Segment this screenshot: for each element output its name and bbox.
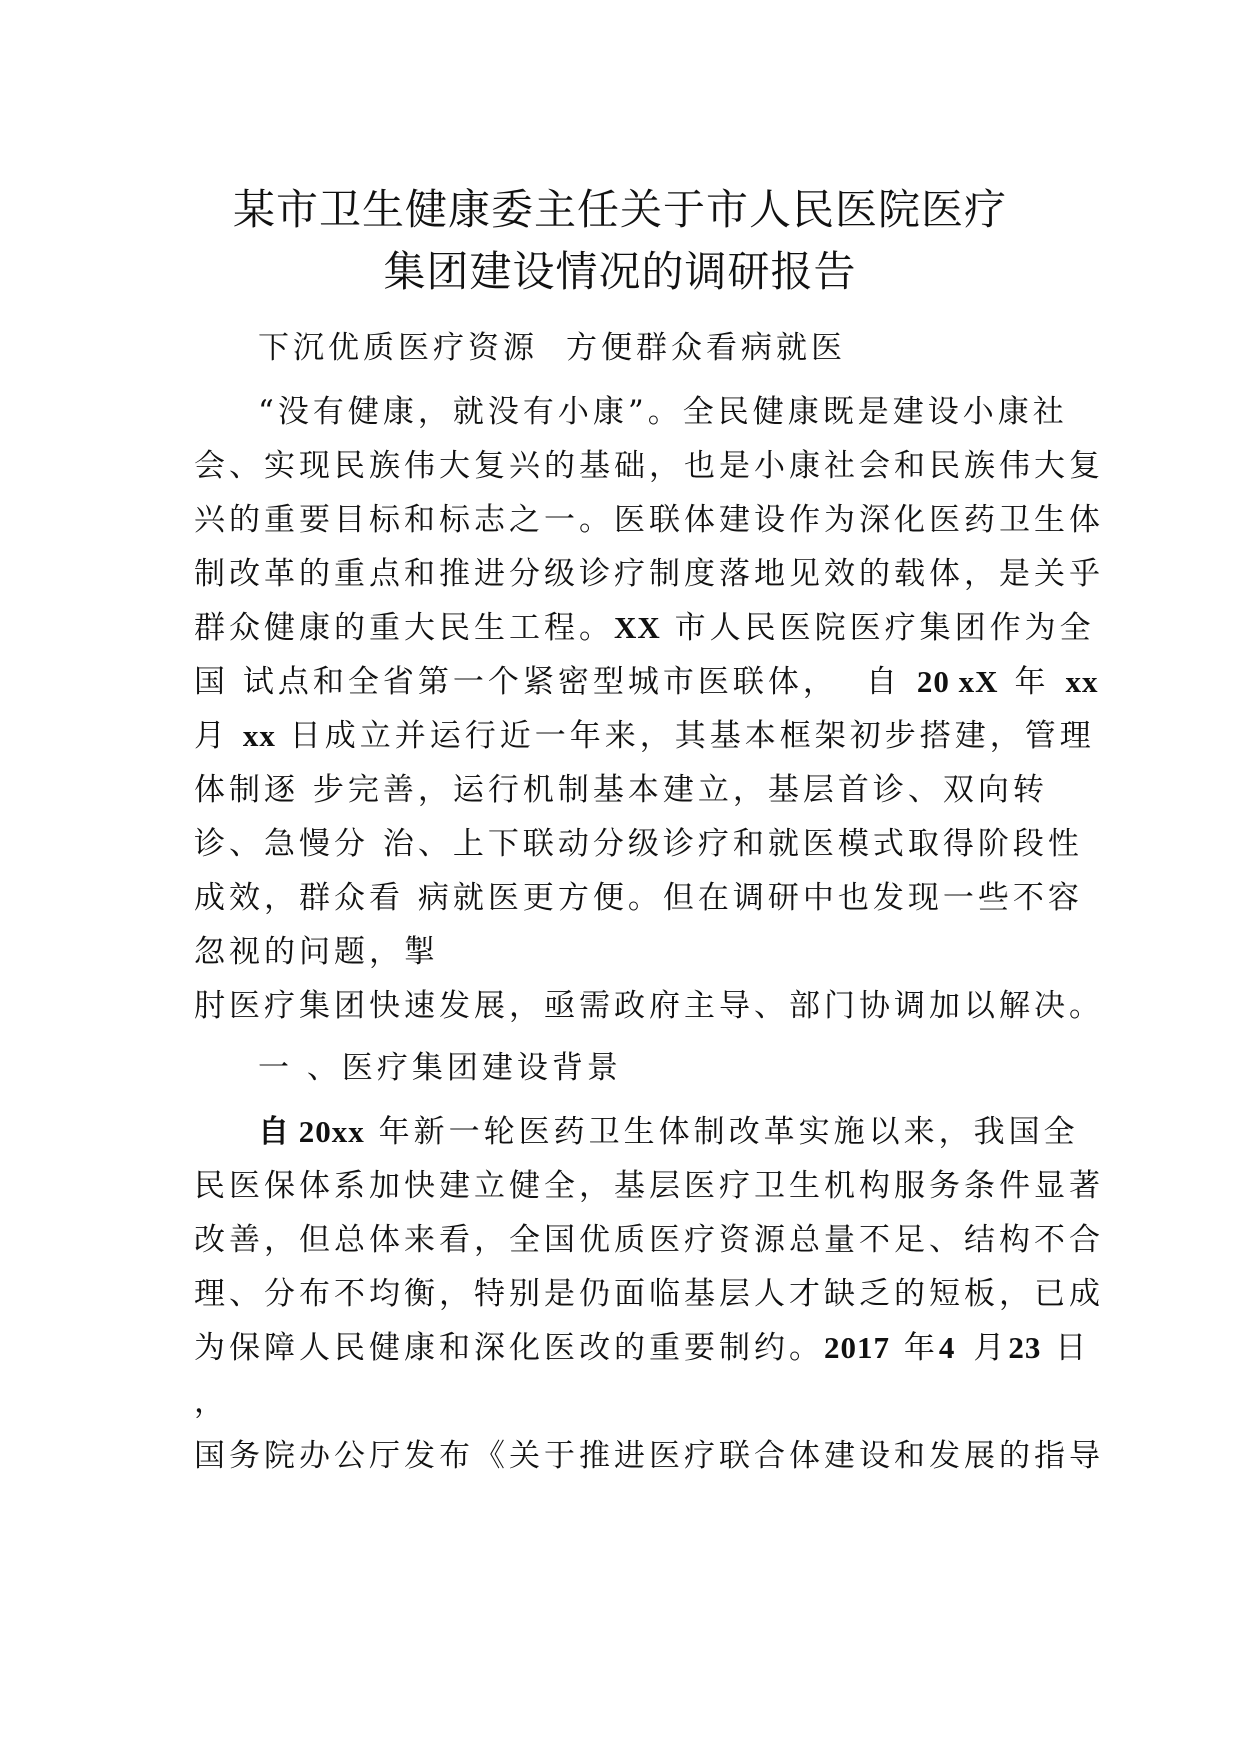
paragraph-2-line: 民医保体系加快建立健全，基层医疗卫生机构服务条件显著 — [194, 1168, 1104, 1204]
text-run: 日 — [1041, 1330, 1091, 1366]
paragraph-1-line: 制改革的重点和推进分级诊疗制度落地见效的载体，是关乎 — [194, 556, 1104, 592]
paragraph-2-line: 理、分布不均衡，特别是仍面临基层人才缺乏的短板，已成 — [194, 1276, 1104, 1312]
paragraph-2-line — [258, 1112, 1079, 1152]
text-run: 年新一轮医药卫生体制改革实施以来，我国全 — [364, 1114, 1079, 1150]
paragraph-1-line: 兴的重要目标和标志之一。医联体建设作为深化医药卫生体 — [194, 502, 1104, 538]
text-run: 群众健康的重大民生工程。 — [194, 610, 614, 646]
text-run: 自 — [865, 664, 901, 700]
paragraph-2-line: ， — [194, 1384, 229, 1420]
section-heading: 一 、医疗集团建设背景 — [258, 1050, 622, 1086]
text-run-bold: 2017 — [824, 1330, 890, 1365]
paragraph-1-line: 诊、急慢分 治、上下联动分级诊疗和就医模式取得阶段性 — [194, 826, 1083, 862]
text-run: 日成立并运行近一年来，其基本框架初步搭建，管理 — [275, 718, 1095, 754]
paragraph-2-line: 国务院办公厅发布《关于推进医疗联合体建设和发展的指导 — [194, 1438, 1104, 1474]
text-run-bold: xx — [1065, 664, 1099, 699]
paragraph-1-line: 体制逐 步完善，运行机制基本建立，基层首诊、双向转 — [194, 772, 1048, 808]
text-run: 年 — [890, 1330, 939, 1366]
paragraph-1-line: 忽视的问题，掣 — [194, 934, 439, 970]
text-run-bold: xx — [242, 718, 276, 753]
text-run: 年 — [1014, 664, 1050, 700]
text-run: 国 试点和全省第一个紧密型城市医联体， — [194, 664, 838, 700]
paragraph-1-line — [194, 662, 1099, 702]
document-title-line-1: 某市卫生健康委主任关于市人民医院医疗 — [232, 185, 1007, 234]
text-run: 月 — [194, 718, 243, 754]
paragraph-2-line: 改善，但总体来看，全国优质医疗资源总量不足、结构不合 — [194, 1222, 1104, 1258]
text-run-bold: 20 xX — [916, 664, 999, 699]
paragraph-1-line: 肘医疗集团快速发展，亟需政府主导、部门协调加以解决。 — [194, 988, 1104, 1024]
paragraph-1-line — [194, 716, 1095, 756]
text-run-bold: 4 — [938, 1330, 956, 1365]
paragraph-1-line: 成效，群众看 病就医更方便。但在调研中也发现一些不容 — [194, 880, 1083, 916]
text-run: 月 — [973, 1330, 1009, 1366]
text-run: 为保障人民健康和深化医改的重要制约。 — [194, 1330, 824, 1366]
paragraph-1-line: “没有健康，就没有小康”。全民健康既是建设小康社 — [258, 394, 1068, 430]
document-title-line-2: 集团建设情况的调研报告 — [383, 247, 857, 296]
paragraph-1-line: 会、实现民族伟大复兴的基础，也是小康社会和民族伟大复 — [194, 448, 1104, 484]
text-run: 市人民医院医疗集团作为全 — [660, 610, 1095, 646]
subtitle-part-1: 下沉优质医疗资源 — [258, 330, 538, 366]
subtitle-part-2: 方便群众看病就医 — [566, 330, 846, 366]
text-run-bold: 自 20xx — [258, 1114, 365, 1149]
paragraph-2-line — [194, 1328, 1090, 1368]
paragraph-1-line — [194, 608, 1095, 648]
subtitle — [258, 328, 846, 368]
text-run-bold: XX — [614, 610, 661, 645]
text-run-bold: 23 — [1008, 1330, 1042, 1365]
